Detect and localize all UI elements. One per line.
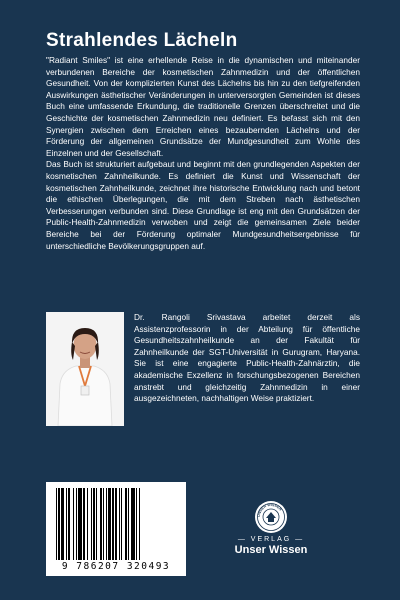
barcode-bar bbox=[91, 488, 92, 560]
blurb-paragraph-1: "Radiant Smiles" ist eine erhellende Reise in die dynamischen und miteinander verbundenen Bereiche der kosmetischen Zahnmedizin und der öffentlichen Gesundheit. Von der komplizierten Kunst des Lächelns bis hin zu den tiefgreifenden Auswirkungen ästhetischer Veränderungen in unterversorgten Gemeinden ist dieses Buch eine umfassende Erkundung, die traditionelle Grenzen überschreitet und die Geschichte der kosmetischen Zahnmedizin neu definiert. Es befasst sich mit den Synergien zwischen dem Erreichen eines bezaubernden Lächelns und der Förderung der allgemeinen Grundsätze der Mundgesundheit zum Wohle des Einzelnen und der Gesellschaft. bbox=[46, 55, 360, 158]
barcode-bar bbox=[128, 488, 129, 560]
book-title: Strahlendes Lächeln bbox=[46, 30, 238, 51]
barcode-bar bbox=[61, 488, 64, 560]
publisher-verlag-label: — VERLAG — bbox=[237, 536, 305, 543]
publisher-logo bbox=[226, 500, 316, 556]
barcode-bar bbox=[108, 488, 111, 560]
author-bio: Dr. Rangoli Srivastava arbeitet derzeit als Assistenzprofessorin in der Abteilung für öffentliche Gesundheitszahnheilkunde an der Fakultät für Zahnheilkunde der SGT-Universität in Gurugram, Haryana. Sie ist eine engagierte Public-Health-Zahnärztin, die akademische Exzellenz in forschungsbezogenen Bereichen anstrebt und gleichzeitig Zahnmedizin in einer ausgezeichneten, nachhaltigen Weise praktiziert. bbox=[134, 312, 360, 404]
barcode-bars bbox=[54, 488, 178, 560]
barcode-bar bbox=[56, 488, 57, 560]
book-blurb bbox=[46, 55, 360, 252]
barcode-bar bbox=[131, 488, 135, 560]
barcode-bar bbox=[136, 488, 137, 560]
barcode-bar bbox=[83, 488, 85, 560]
barcode-bar bbox=[73, 488, 74, 560]
author-photo bbox=[46, 312, 124, 426]
barcode-bar bbox=[96, 488, 97, 560]
barcode-bar bbox=[58, 488, 60, 560]
barcode-bar bbox=[103, 488, 104, 560]
barcode-bar bbox=[121, 488, 122, 560]
publisher-seal-icon bbox=[254, 500, 288, 534]
barcode bbox=[46, 482, 186, 576]
blurb-paragraph-2: Das Buch ist strukturiert aufgebaut und beginnt mit den grundlegenden Aspekten der kosmetischen Zahnheilkunde. Es definiert die Kunst und Wissenschaft der kosmetischen Zahnheilkunde, zeichnet ihre historische Entwicklung nach und betont die ethischen Überlegungen, die mit dem Streben nach ästhetischen Verbesserungen verbunden sind. Diese Grundlage ist eng mit den Grundsätzen der Public-Health-Zahnmedizin verwoben und zeigt die gemeinsamen Ziele beider Bereiche bei der Förderung optimaler Mundgesundheitsergebnisse für unterschiedliche Bevölkerungsgruppen auf. bbox=[46, 159, 360, 251]
barcode-bar bbox=[112, 488, 114, 560]
barcode-bar bbox=[125, 488, 127, 560]
barcode-bar bbox=[76, 488, 77, 560]
barcode-bar bbox=[68, 488, 70, 560]
barcode-bar bbox=[100, 488, 102, 560]
barcode-bar bbox=[139, 488, 140, 560]
barcode-bar bbox=[106, 488, 107, 560]
seal-text: UNSER WISSEN bbox=[256, 502, 283, 518]
barcode-bar bbox=[66, 488, 67, 560]
barcode-bar bbox=[87, 488, 88, 560]
barcode-bar bbox=[93, 488, 95, 560]
barcode-bar bbox=[119, 488, 120, 560]
isbn-number: 9 786207 320493 bbox=[61, 561, 171, 572]
barcode-bar bbox=[78, 488, 82, 560]
publisher-name: Unser Wissen bbox=[234, 544, 308, 556]
barcode-bar bbox=[115, 488, 117, 560]
